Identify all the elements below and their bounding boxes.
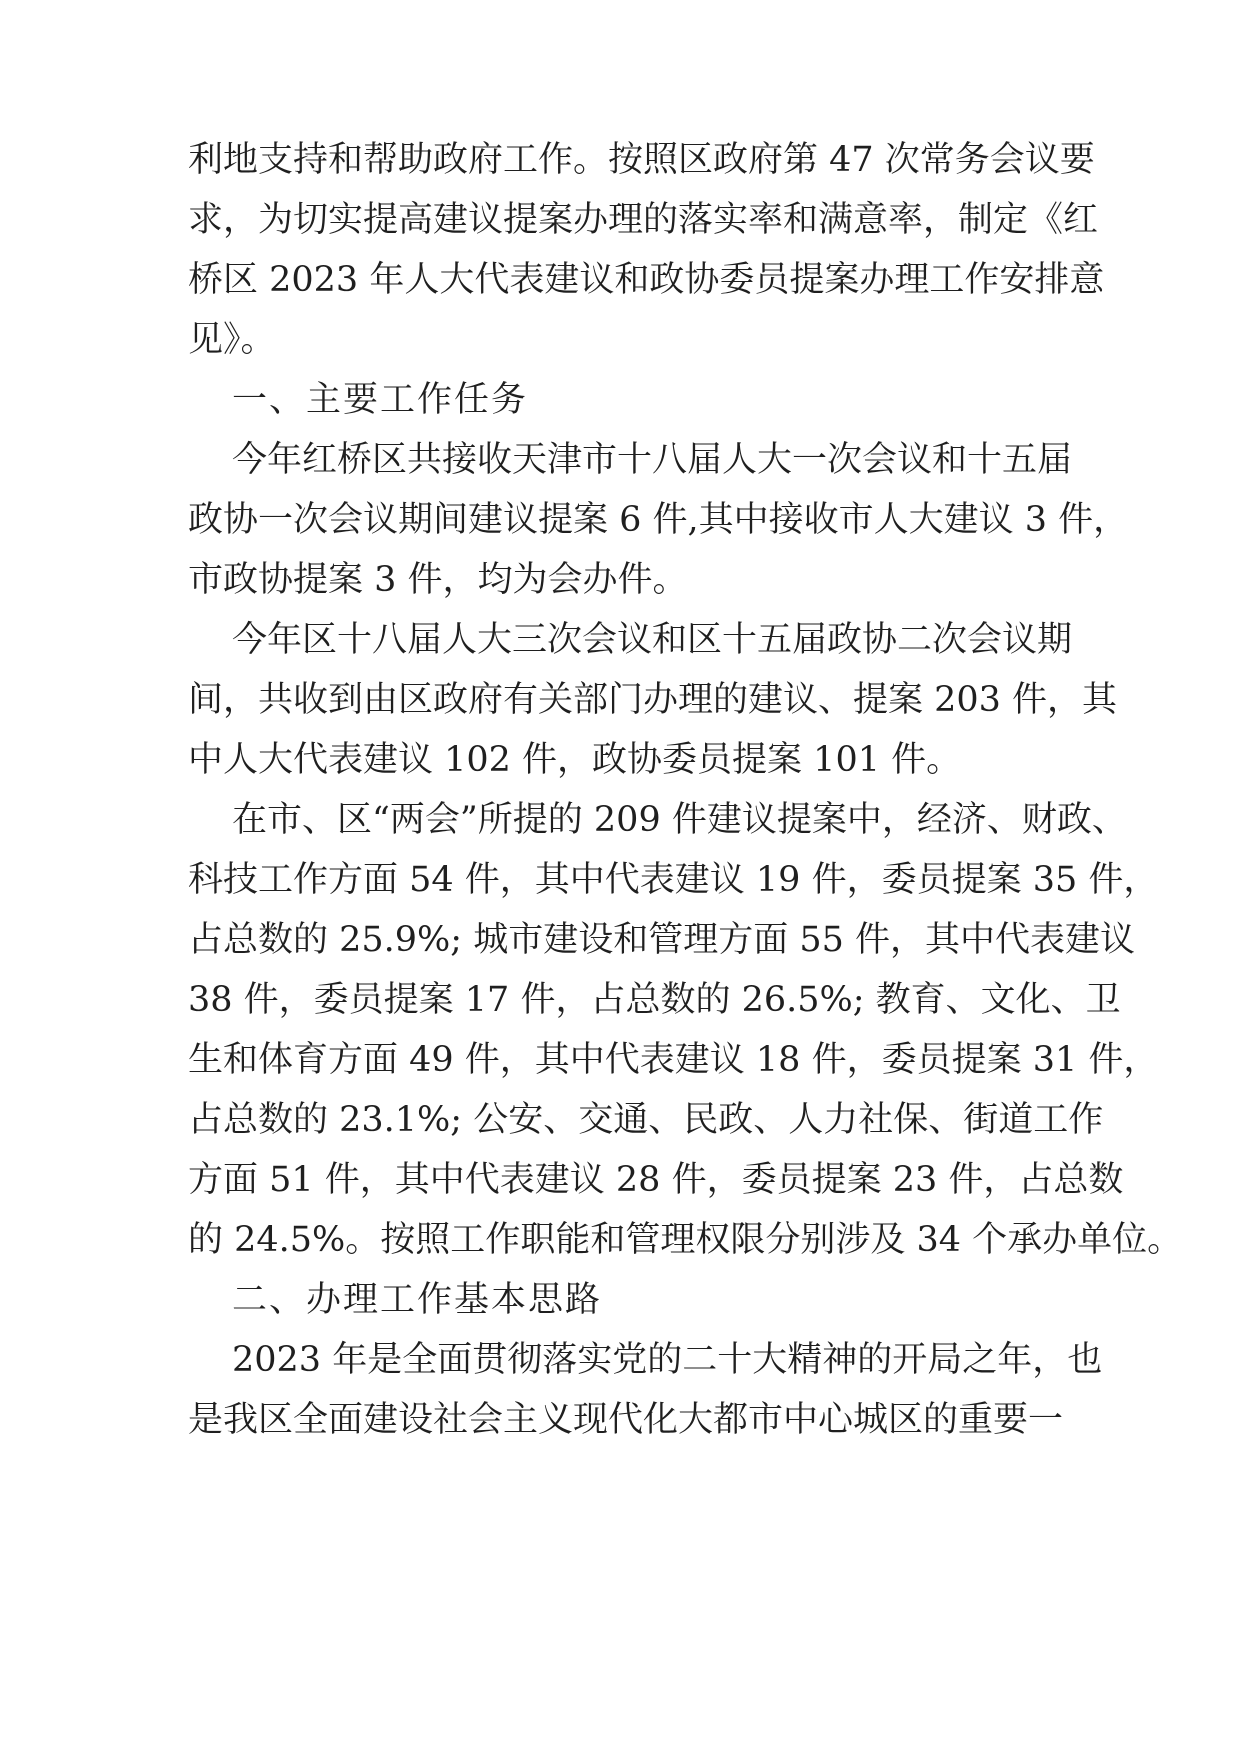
section-heading-2: 二、办理工作基本思路: [232, 1280, 603, 1320]
text-line: 中人大代表建议 102 件，政协委员提案 101 件。: [188, 740, 962, 780]
text-line: 市政协提案 3 件，均为会办件。: [188, 560, 688, 600]
text-line: 占总数的 23.1%; 公安、交通、民政、人力社保、街道工作: [188, 1100, 1104, 1140]
text-line: 见》。: [188, 320, 276, 360]
text-line: 间，共收到由区政府有关部门办理的建议、提案 203 件，其: [188, 680, 1118, 720]
text-line: 2023 年是全面贯彻落实党的二十大精神的开局之年，也: [232, 1340, 1103, 1380]
text-line: 在市、区“两会”所提的 209 件建议提案中，经济、财政、: [232, 800, 1127, 840]
text-line: 桥区 2023 年人大代表建议和政协委员提案办理工作安排意: [188, 260, 1105, 300]
text-line: 的 24.5%。按照工作职能和管理权限分别涉及 34 个承办单位。: [188, 1220, 1183, 1260]
text-line: 政协一次会议期间建议提案 6 件,其中接收市人大建议 3 件，: [188, 500, 1129, 540]
text-line: 科技工作方面 54 件，其中代表建议 19 件，委员提案 35 件，: [188, 860, 1159, 900]
text-line: 利地支持和帮助政府工作。按照区政府第 47 次常务会议要: [188, 140, 1095, 180]
text-line: 是我区全面建设社会主义现代化大都市中心城区的重要一: [188, 1400, 1064, 1440]
text-line: 方面 51 件，其中代表建议 28 件，委员提案 23 件，占总数: [188, 1160, 1124, 1200]
text-line: 今年区十八届人大三次会议和区十五届政协二次会议期: [232, 620, 1073, 660]
text-line: 38 件，委员提案 17 件，占总数的 26.5%; 教育、文化、卫: [188, 980, 1121, 1020]
text-line: 今年红桥区共接收天津市十八届人大一次会议和十五届: [232, 440, 1073, 480]
text-line: 求，为切实提高建议提案办理的落实率和满意率，制定《红: [188, 200, 1099, 240]
section-heading-1: 一、主要工作任务: [232, 380, 529, 420]
text-line: 生和体育方面 49 件，其中代表建议 18 件，委员提案 31 件，: [188, 1040, 1159, 1080]
text-line: 占总数的 25.9%; 城市建设和管理方面 55 件，其中代表建议: [188, 920, 1136, 960]
